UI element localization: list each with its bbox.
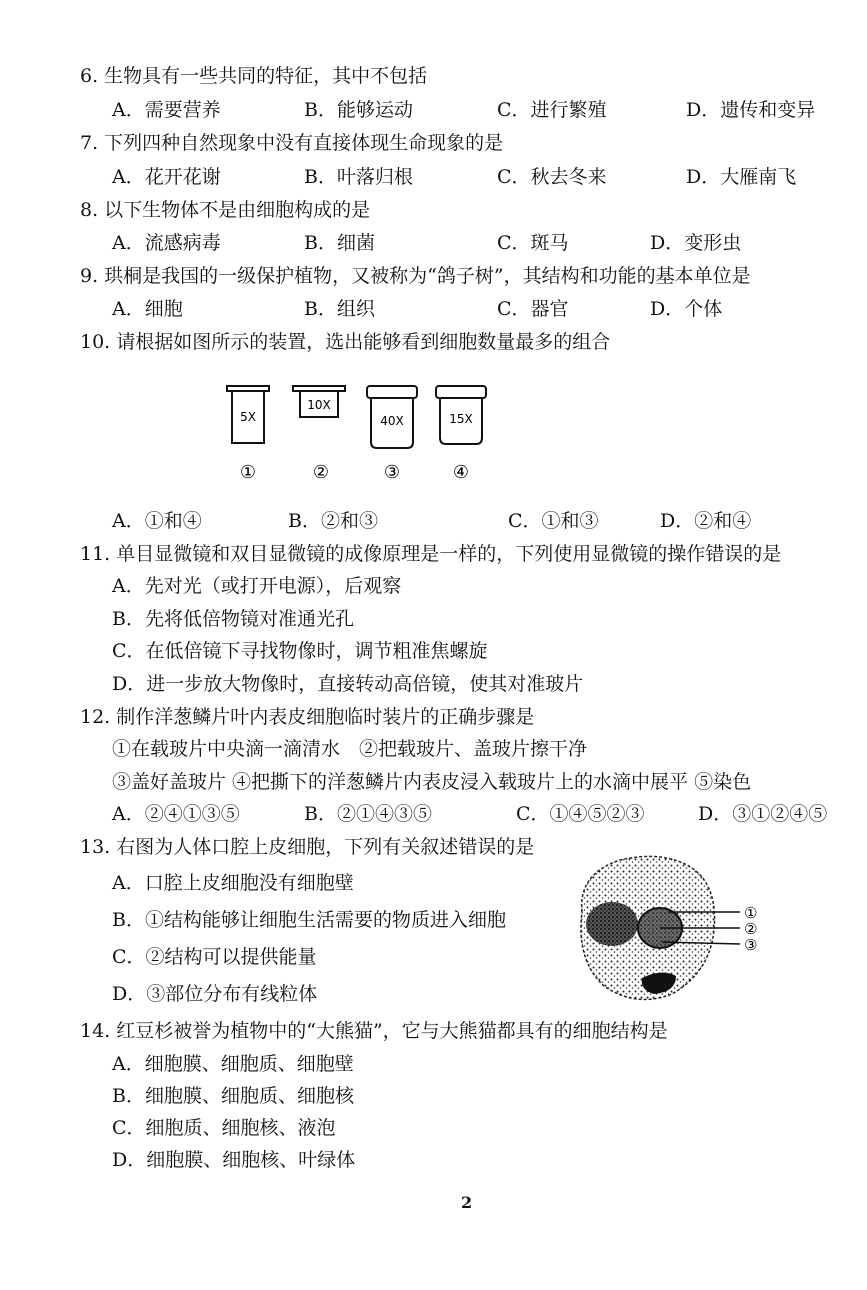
q11-option-d: D．进一步放大物像时，直接转动高倍镜，使其对准玻片	[112, 673, 584, 695]
cell-label-3: ③	[744, 936, 758, 954]
q10-option-b: B．②和③	[288, 510, 378, 532]
lens-1-mag: 5X	[240, 410, 256, 424]
q12-option-a: A．②④①③⑤	[112, 803, 240, 825]
q9-stem: 9. 珙桐是我国的一级保护植物，又被称为“鸽子树”，其结构和功能的基本单位是	[80, 265, 751, 287]
q11-option-a: A．先对光（或打开电源），后观察	[112, 575, 402, 597]
q12-option-b: B．②①④③⑤	[304, 803, 432, 825]
lens-2	[293, 386, 345, 417]
q14-option-b: B．细胞膜、细胞质、细胞核	[112, 1085, 354, 1107]
lens-1-number: ①	[239, 462, 257, 483]
q13-stem: 13. 右图为人体口腔上皮细胞，下列有关叙述错误的是	[80, 836, 535, 858]
q6-stem: 6. 生物具有一些共同的特征，其中不包括	[80, 65, 428, 87]
q14-option-a: A．细胞膜、细胞质、细胞壁	[112, 1053, 354, 1075]
cell-label-2: ②	[744, 920, 758, 938]
q9-option-c: C．器官	[497, 298, 569, 320]
lens-2-number: ②	[312, 462, 330, 483]
lens-3-number: ③	[383, 462, 401, 483]
q12-steps-line-2: ③盖好盖玻片 ④把撕下的洋葱鳞片内表皮浸入载玻片上的水滴中展平 ⑤染色	[112, 771, 752, 793]
q9-option-b: B．组织	[304, 298, 375, 320]
q14-option-c: C．细胞质、细胞核、液泡	[112, 1117, 336, 1139]
q7-option-a: A．花开花谢	[112, 166, 221, 188]
objective-lens-diagram	[215, 378, 505, 490]
page-number: 2	[461, 1193, 473, 1212]
q9-option-d: D．个体	[650, 298, 723, 320]
lens-4	[436, 386, 486, 444]
q8-option-a: A．流感病毒	[112, 232, 221, 254]
q12-option-c: C．①④⑤②③	[516, 803, 645, 825]
q10-option-a: A．①和④	[112, 510, 202, 532]
q10-option-d: D．②和④	[660, 510, 752, 532]
q6-option-a: A．需要营养	[112, 99, 221, 121]
lens-3	[367, 386, 417, 448]
lens-4-mag: 15X	[449, 412, 473, 426]
lens-3-mag: 40X	[380, 414, 404, 428]
lens-4-number: ④	[452, 462, 470, 483]
q6-option-d: D．遗传和变异	[686, 99, 816, 121]
q13-option-d: D．③部位分布有线粒体	[112, 983, 318, 1005]
q9-option-a: A．细胞	[112, 298, 183, 320]
q14-stem: 14. 红豆杉被誉为植物中的“大熊猫”，它与大熊猫都具有的细胞结构是	[80, 1020, 668, 1042]
q10-stem: 10. 请根据如图所示的装置，选出能够看到细胞数量最多的组合	[80, 331, 611, 353]
q13-option-b: B．①结构能够让细胞生活需要的物质进入细胞	[112, 909, 506, 931]
q10-option-c: C．①和③	[508, 510, 599, 532]
cheek-cell-diagram	[568, 852, 768, 1010]
q7-option-c: C．秋去冬来	[497, 166, 607, 188]
q13-option-a: A．口腔上皮细胞没有细胞壁	[112, 872, 354, 894]
q7-stem: 7. 下列四种自然现象中没有直接体现生命现象的是	[80, 132, 504, 154]
lens-1	[227, 386, 269, 443]
q12-option-d: D．③①②④⑤	[698, 803, 828, 825]
q6-option-c: C．进行繁殖	[497, 99, 607, 121]
lens-2-mag: 10X	[307, 398, 331, 412]
q7-option-b: B．叶落归根	[304, 166, 413, 188]
q8-option-d: D．变形虫	[650, 232, 742, 254]
q11-stem: 11. 单目显微镜和双目显微镜的成像原理是一样的，下列使用显微镜的操作错误的是	[80, 543, 782, 565]
q11-option-b: B．先将低倍物镜对准通光孔	[112, 608, 354, 630]
q7-option-d: D．大雁南飞	[686, 166, 797, 188]
q12-steps-line-1: ①在载玻片中央滴一滴清水 ②把载玻片、盖玻片擦干净	[112, 738, 588, 760]
q8-option-b: B．细菌	[304, 232, 375, 254]
cell-label-1: ①	[744, 904, 758, 922]
q11-option-c: C．在低倍镜下寻找物像时，调节粗准焦螺旋	[112, 640, 488, 662]
q12-stem: 12. 制作洋葱鳞片叶内表皮细胞临时装片的正确步骤是	[80, 706, 535, 728]
q6-option-b: B．能够运动	[304, 99, 413, 121]
q8-stem: 8. 以下生物体不是由细胞构成的是	[80, 199, 371, 221]
q8-option-c: C．斑马	[497, 232, 569, 254]
q14-option-d: D．细胞膜、细胞核、叶绿体	[112, 1149, 356, 1171]
q13-option-c: C．②结构可以提供能量	[112, 946, 317, 968]
